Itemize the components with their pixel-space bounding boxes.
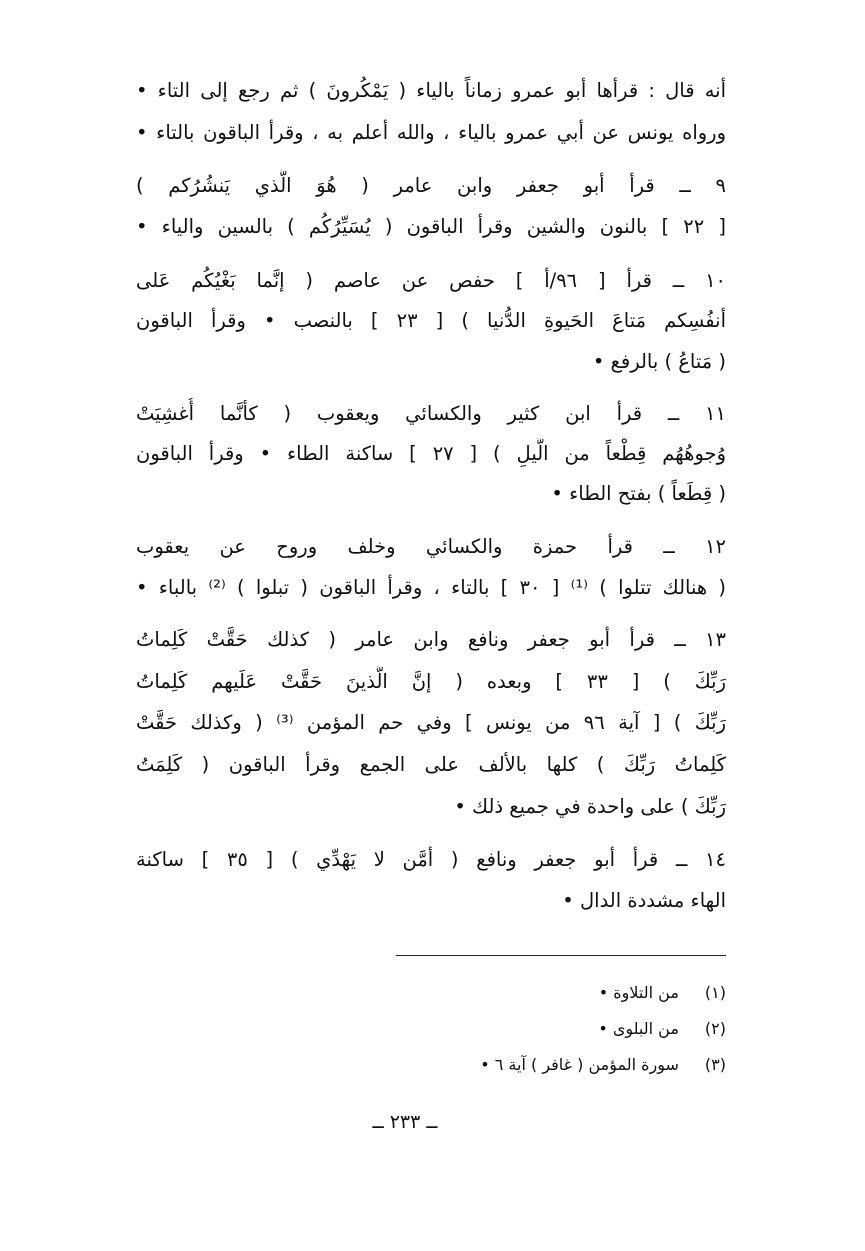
- text-line: أنفُسِكم مَتاعَ الحَيوةِ الدُّنيا ) [ ٢٣ ] بالنصب • وقرأ الباقون: [136, 309, 726, 332]
- footnote-number: (١): [704, 983, 726, 1002]
- text-line: ( هنالك تتلوا ) ⁽¹⁾ [ ٣٠ ] بالتاء ، وقرأ الباقون ( تبلوا ) ⁽²⁾ بالباء •: [136, 576, 726, 599]
- text-line: رَبِّكَ ) [ آية ٩٦ من يونس ] وفي حم المؤمن ⁽³⁾ ( وكذلك حَقَّتْ: [136, 711, 726, 734]
- page-number: ــ ٢٣٣ ــ: [372, 1111, 438, 1133]
- text-line: ورواه يونس عن أبي عمرو بالياء ، والله أعلم به ، وقرأ الباقون بالتاء •: [136, 121, 726, 144]
- text-line: ١٢ ــ قرأ حمزة والكسائي وخلف وروح عن يعقوب: [136, 535, 726, 558]
- footnote-divider: [396, 955, 726, 956]
- footnote-number: (٣): [704, 1055, 726, 1074]
- text-line: ( مَتاعُ ) بالرفع •: [592, 350, 726, 373]
- text-line: وُجوهُهُم قِطْعاً من الَّيلِ ) [ ٢٧ ] ساكنة الطاء • وقرأ الباقون: [136, 442, 726, 465]
- text-line: رَبِّكَ ) على واحدة في جميع ذلك •: [454, 795, 726, 818]
- text-line: رَبِّكَ ) [ ٣٣ ] وبعده ( إنَّ الَّذينَ حَقَّتْ عَلَيهم كَلِماتُ: [136, 670, 726, 693]
- footnote-text: سورة المؤمن ( غافر ) آية ٦ •: [480, 1055, 679, 1074]
- text-line: أنه قال : قرأها أبو عمرو زماناً بالياء ( يَمْكُرونَ ) ثم رجع إلى التاء •: [136, 79, 726, 102]
- text-line: الهاء مشددة الدال •: [562, 889, 726, 912]
- text-line: [ ٢٢ ] بالنون والشين وقرأ الباقون ( يُسَيِّرُكُم ) بالسين والياء •: [136, 215, 726, 238]
- footnote-text: من البلوى •: [598, 1019, 679, 1038]
- text-line: كَلِماتُ رَبِّكَ ) كلها بالألف على الجمع وقرأ الباقون ( كَلِمَتُ: [136, 753, 726, 776]
- text-line: ١١ ــ قرأ ابن كثير والكسائي ويعقوب ( كأنَّما أُغشِيَتْ: [136, 402, 726, 425]
- footnote: [136, 1016, 726, 1042]
- text-line: ( قِطَعاً ) بفتح الطاء •: [551, 482, 726, 505]
- footnote: [136, 980, 726, 1006]
- text-line: ١٣ ــ قرأ أبو جعفر ونافع وابن عامر ( كذلك حَقَّتْ كَلِماتُ: [136, 628, 726, 651]
- text-line: ١٤ ــ قرأ أبو جعفر ونافع ( أمَّن لا يَهْدِّي ) [ ٣٥ ] ساكنة: [136, 848, 726, 871]
- footnote-text: من التلاوة •: [598, 983, 679, 1002]
- footnote: [136, 1052, 726, 1078]
- text-line: ١٠ ــ قرأ [ ٩٦/أ ] حفص عن عاصم ( إنَّما بَغْيُكُم عَلى: [136, 269, 726, 292]
- text-line: ٩ ــ قرأ أبو جعفر وابن عامر ( هُوَ الَّذي يَنشُرُكم ): [136, 174, 726, 197]
- footnote-number: (٢): [704, 1019, 726, 1038]
